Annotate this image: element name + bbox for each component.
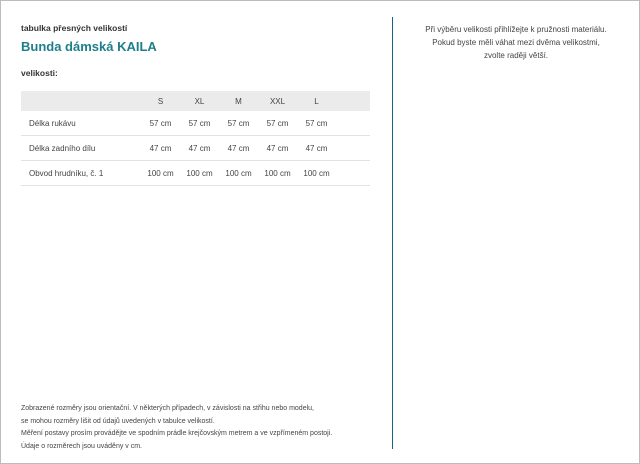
vertical-divider [392, 17, 393, 449]
pad-cell [336, 111, 370, 136]
sizes-label: velikosti: [21, 68, 58, 78]
table-row [21, 161, 370, 186]
advice-line: Při výběru velikosti přihlížejte k pružnosti materiálu. [425, 25, 607, 34]
advice-line: zvolte raději větší. [483, 51, 549, 60]
table-cell: 47 cm [141, 136, 180, 161]
row-label: Délka zadního dílu [21, 136, 141, 161]
column-header-l: L [314, 96, 319, 106]
header-pad-cell [336, 91, 370, 111]
table-cell: 57 cm [141, 111, 180, 136]
table-row [21, 111, 370, 136]
pad-cell [336, 161, 370, 186]
table-cell: 57 cm [297, 111, 336, 136]
table-cell: 57 cm [219, 111, 258, 136]
column-header-m: M [235, 96, 242, 106]
column-header-xl: XL [194, 96, 205, 106]
table-cell: 100 cm [258, 161, 297, 186]
footnote-line: Měření postavy prosím provádějte ve spodním prádle krejčovským metrem a ve vzpřímeném postoji. [21, 430, 333, 437]
size-table-header-row [21, 91, 370, 111]
column-header-s: S [157, 96, 164, 106]
table-cell: 47 cm [297, 136, 336, 161]
table-cell: 100 cm [297, 161, 336, 186]
table-cell: 47 cm [258, 136, 297, 161]
size-table-section [21, 23, 371, 453]
pre-title: tabulka přesných velikostí [21, 23, 128, 33]
product-title: Bunda dámská KAILA [21, 39, 157, 54]
table-cell: 47 cm [180, 136, 219, 161]
footnote-line: Údaje o rozměrech jsou uváděny v cm. [21, 442, 142, 450]
table-cell: 57 cm [258, 111, 297, 136]
table-cell: 57 cm [180, 111, 219, 136]
header-empty-cell [21, 91, 141, 111]
table-cell: 100 cm [219, 161, 258, 186]
row-label: Délka rukávu [21, 111, 141, 136]
table-cell: 47 cm [219, 136, 258, 161]
advice-line: Pokud byste měli váhat mezi dvěma velikostmi, [432, 38, 600, 47]
column-header-xxl: XXL [269, 96, 286, 106]
footnote [21, 403, 371, 453]
pad-cell [336, 136, 370, 161]
table-cell: 100 cm [141, 161, 180, 186]
footnote-line: se mohou rozměry lišit od údajů uvedených v tabulce velikostí. [21, 417, 215, 425]
table-cell: 100 cm [180, 161, 219, 186]
size-table [21, 91, 370, 186]
row-label: Obvod hrudníku, č. 1 [21, 161, 141, 186]
footnote-line: Zobrazené rozměry jsou orientační. V některých případech, v závislosti na střihu nebo modelu, [21, 405, 314, 412]
size-advice [401, 23, 631, 62]
table-row [21, 136, 370, 161]
